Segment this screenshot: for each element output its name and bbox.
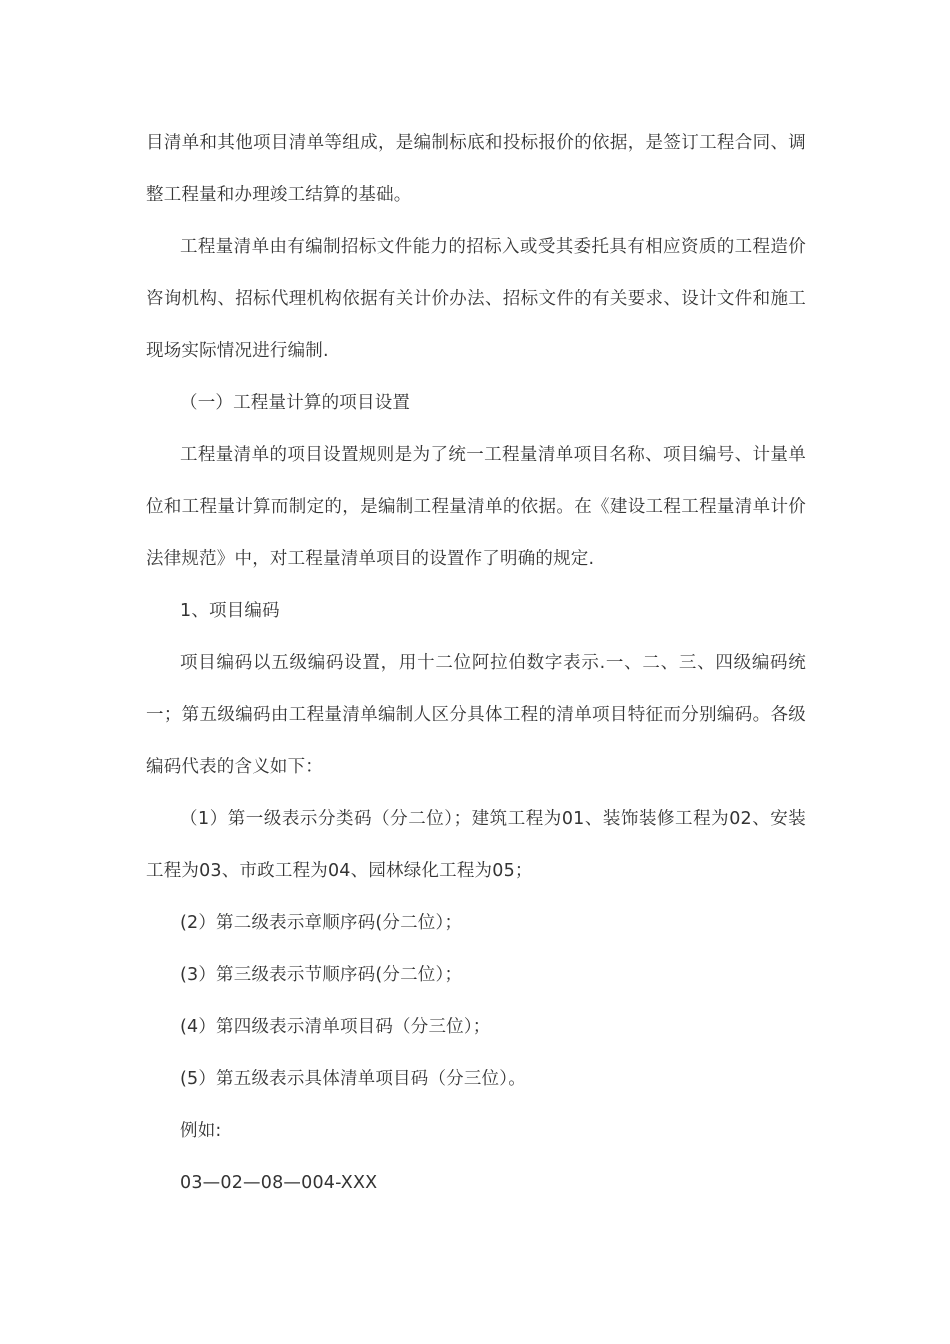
- paragraph-continuation: 目清单和其他项目清单等组成，是编制标底和投标报价的依据，是签订工程合同、调整工程量和办理竣工结算的基础。: [146, 133, 806, 205]
- list-item-level-4: (4）第四级表示清单项目码（分三位）；: [180, 1017, 491, 1037]
- paragraph-setting-rules: 工程量清单的项目设置规则是为了统一工程量清单项目名称、项目编号、计量单位和工程量计算而制定的，是编制工程量清单的依据。在《建设工程工程量清单计价法律规范》中，对工程量清单项目的设置作了明确的规定.: [146, 445, 806, 569]
- example-code: 03—02—08—004-XXX: [180, 1173, 378, 1193]
- list-item-level-2: (2）第二级表示章顺序码(分二位）；: [180, 913, 463, 933]
- document-body: [146, 117, 806, 1209]
- paragraph-coding: 项目编码以五级编码设置，用十二位阿拉伯数字表示.一、二、三、四级编码统一；第五级编码由工程量清单编制人区分具体工程的清单项目特征而分别编码。各级编码代表的含义如下：: [146, 653, 806, 777]
- example-label: 例如:: [180, 1121, 222, 1141]
- paragraph-preparer: 工程量清单由有编制招标文件能力的招标入或受其委托具有相应资质的工程造价咨询机构、招标代理机构依据有关计价办法、招标文件的有关要求、设计文件和施工现场实际情况进行编制.: [146, 237, 806, 361]
- list-item-level-5: (5）第五级表示具体清单项目码（分三位）。: [180, 1069, 526, 1089]
- subsection-heading: 1、项目编码: [180, 601, 280, 621]
- section-heading: （一）工程量计算的项目设置: [180, 393, 411, 413]
- list-item-level-3: (3）第三级表示节顺序码(分二位）；: [180, 965, 463, 985]
- list-item-level-1: （1）第一级表示分类码（分二位）；建筑工程为01、装饰装修工程为02、安装工程为03、市政工程为04、园林绿化工程为05；: [146, 809, 806, 881]
